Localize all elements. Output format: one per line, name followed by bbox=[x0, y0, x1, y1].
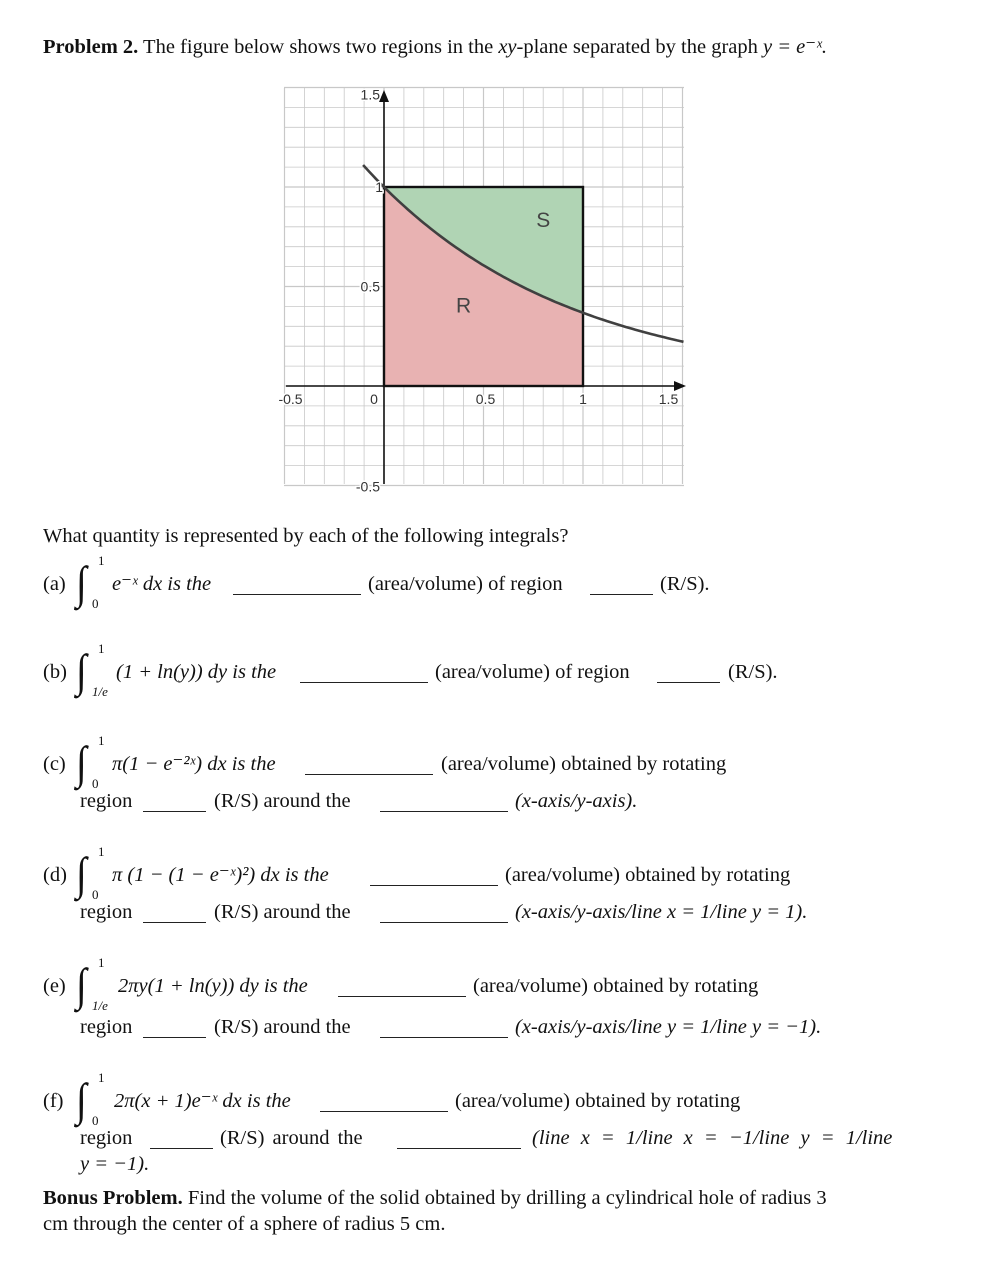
x-axis-arrow-icon bbox=[674, 381, 686, 391]
item-f-blank-2[interactable] bbox=[150, 1148, 213, 1149]
question-prompt: What quantity is represented by each of the following integrals? bbox=[43, 525, 569, 547]
item-e-label: (e) bbox=[43, 975, 66, 997]
item-b-lower: 1/e bbox=[92, 684, 108, 699]
item-b-blank-1[interactable] bbox=[300, 682, 428, 683]
item-f-text-2: (R/S) around the bbox=[220, 1127, 363, 1149]
item-e-upper: 1 bbox=[98, 955, 105, 970]
item-e-text-1: (area/volume) obtained by rotating bbox=[473, 975, 759, 997]
item-e-lower: 1/e bbox=[92, 998, 108, 1013]
item-f-blank-3[interactable] bbox=[397, 1148, 521, 1149]
item-c-blank-2[interactable] bbox=[143, 811, 206, 812]
problem-label: Problem 2. bbox=[43, 36, 139, 58]
item-d-lower: 0 bbox=[92, 887, 99, 902]
item-e-text-3: (x-axis/y-axis/line y = 1/line y = −1). bbox=[515, 1016, 822, 1038]
item-d-integrand: π (1 − (1 − e⁻ˣ)²) dx is the bbox=[112, 864, 329, 886]
tick-label-y-one: 1 bbox=[375, 179, 383, 195]
item-a-text-2: (R/S). bbox=[660, 573, 710, 595]
integral-sign-icon: ∫ bbox=[75, 557, 87, 608]
item-d-upper: 1 bbox=[98, 844, 105, 859]
item-f-label: (f) bbox=[43, 1090, 64, 1112]
integral-sign-icon: ∫ bbox=[75, 848, 87, 899]
integral-sign-icon: ∫ bbox=[75, 645, 87, 696]
item-c-lower: 0 bbox=[92, 776, 99, 791]
item-b-blank-2[interactable] bbox=[657, 682, 720, 683]
item-d-text-3: (x-axis/y-axis/line x = 1/line y = 1). bbox=[515, 901, 808, 923]
item-f-lower: 0 bbox=[92, 1113, 99, 1128]
integral-sign-icon: ∫ bbox=[75, 959, 87, 1010]
item-a-integrand: e⁻ˣ dx is the bbox=[112, 573, 212, 595]
item-e-blank-3[interactable] bbox=[380, 1037, 508, 1038]
item-a-upper: 1 bbox=[98, 553, 105, 568]
item-c-upper: 1 bbox=[98, 733, 105, 748]
bonus-line-2: cm through the center of a sphere of radius 5 cm. bbox=[43, 1213, 446, 1235]
tick-label-y-half: 0.5 bbox=[360, 278, 380, 295]
item-f-text-1: (area/volume) obtained by rotating bbox=[455, 1090, 741, 1112]
region-s-label: S bbox=[536, 208, 551, 232]
item-a-label: (a) bbox=[43, 573, 66, 595]
item-c-integrand: π(1 − e⁻²ˣ) dx is the bbox=[112, 753, 276, 775]
problem-formula: y = e⁻ˣ. bbox=[763, 36, 828, 58]
item-d-text-1: (area/volume) obtained by rotating bbox=[505, 864, 791, 886]
item-c-region: region bbox=[80, 790, 133, 812]
problem-text-2: -plane separated by the graph bbox=[516, 36, 763, 58]
item-e-integrand: 2πy(1 + ln(y)) dy is the bbox=[118, 975, 308, 997]
item-f-text-4: y = −1). bbox=[80, 1153, 150, 1175]
integral-sign-icon: ∫ bbox=[75, 1074, 87, 1125]
tick-label-y-neg-half: -0.5 bbox=[355, 478, 380, 495]
item-e-region: region bbox=[80, 1016, 133, 1038]
region-r-label: R bbox=[456, 294, 472, 318]
item-d-blank-2[interactable] bbox=[143, 922, 206, 923]
item-a-blank-2[interactable] bbox=[590, 594, 653, 595]
item-d-label: (d) bbox=[43, 864, 67, 886]
problem-text-1: The figure below shows two regions in the bbox=[143, 36, 499, 58]
problem-xy: xy bbox=[498, 36, 517, 58]
problem-statement bbox=[43, 35, 827, 59]
item-f-blank-1[interactable] bbox=[320, 1111, 448, 1112]
item-b-text-2: (R/S). bbox=[728, 661, 778, 683]
item-d-region: region bbox=[80, 901, 133, 923]
item-c-label: (c) bbox=[43, 753, 66, 775]
item-b-upper: 1 bbox=[98, 641, 105, 656]
item-f-region: region bbox=[80, 1127, 133, 1149]
bonus-label: Bonus Problem. bbox=[43, 1187, 183, 1209]
item-e-text-2: (R/S) around the bbox=[214, 1016, 351, 1038]
region-figure bbox=[278, 86, 692, 495]
item-c-blank-1[interactable] bbox=[305, 774, 433, 775]
item-a-lower: 0 bbox=[92, 596, 99, 611]
item-c-text-1: (area/volume) obtained by rotating bbox=[441, 753, 727, 775]
tick-label-x-one: 1 bbox=[579, 391, 587, 407]
item-b-integrand: (1 + ln(y)) dy is the bbox=[116, 661, 277, 683]
item-d-blank-3[interactable] bbox=[380, 922, 508, 923]
item-d-text-2: (R/S) around the bbox=[214, 901, 351, 923]
item-c-text-3: (x-axis/y-axis). bbox=[515, 790, 638, 812]
item-d-blank-1[interactable] bbox=[370, 885, 498, 886]
item-e-blank-2[interactable] bbox=[143, 1037, 206, 1038]
item-a-blank-1[interactable] bbox=[233, 594, 361, 595]
item-f-integrand: 2π(x + 1)e⁻ˣ dx is the bbox=[114, 1090, 291, 1112]
bonus-problem bbox=[43, 1186, 827, 1210]
tick-label-x-half: 0.5 bbox=[475, 391, 496, 407]
item-f-upper: 1 bbox=[98, 1070, 105, 1085]
item-b-label: (b) bbox=[43, 661, 67, 683]
tick-label-x-neg-half: -0.5 bbox=[278, 391, 303, 407]
item-e-blank-1[interactable] bbox=[338, 996, 466, 997]
integral-sign-icon: ∫ bbox=[75, 737, 87, 788]
tick-label-x-zero: 0 bbox=[370, 391, 378, 407]
item-b-text-1: (area/volume) of region bbox=[435, 661, 630, 683]
bonus-line-1: Find the volume of the solid obtained by drilling a cylindrical hole of radius 3 bbox=[187, 1187, 827, 1209]
y-axis-arrow-icon bbox=[379, 90, 389, 102]
tick-label-y-one-half: 1.5 bbox=[360, 86, 380, 103]
item-a-text-1: (area/volume) of region bbox=[368, 573, 563, 595]
item-c-text-2: (R/S) around the bbox=[214, 790, 351, 812]
tick-label-x-one-half: 1.5 bbox=[658, 391, 679, 407]
item-c-blank-3[interactable] bbox=[380, 811, 508, 812]
item-f-text-3: (line x = 1/line x = −1/line y = 1/line bbox=[532, 1127, 893, 1149]
